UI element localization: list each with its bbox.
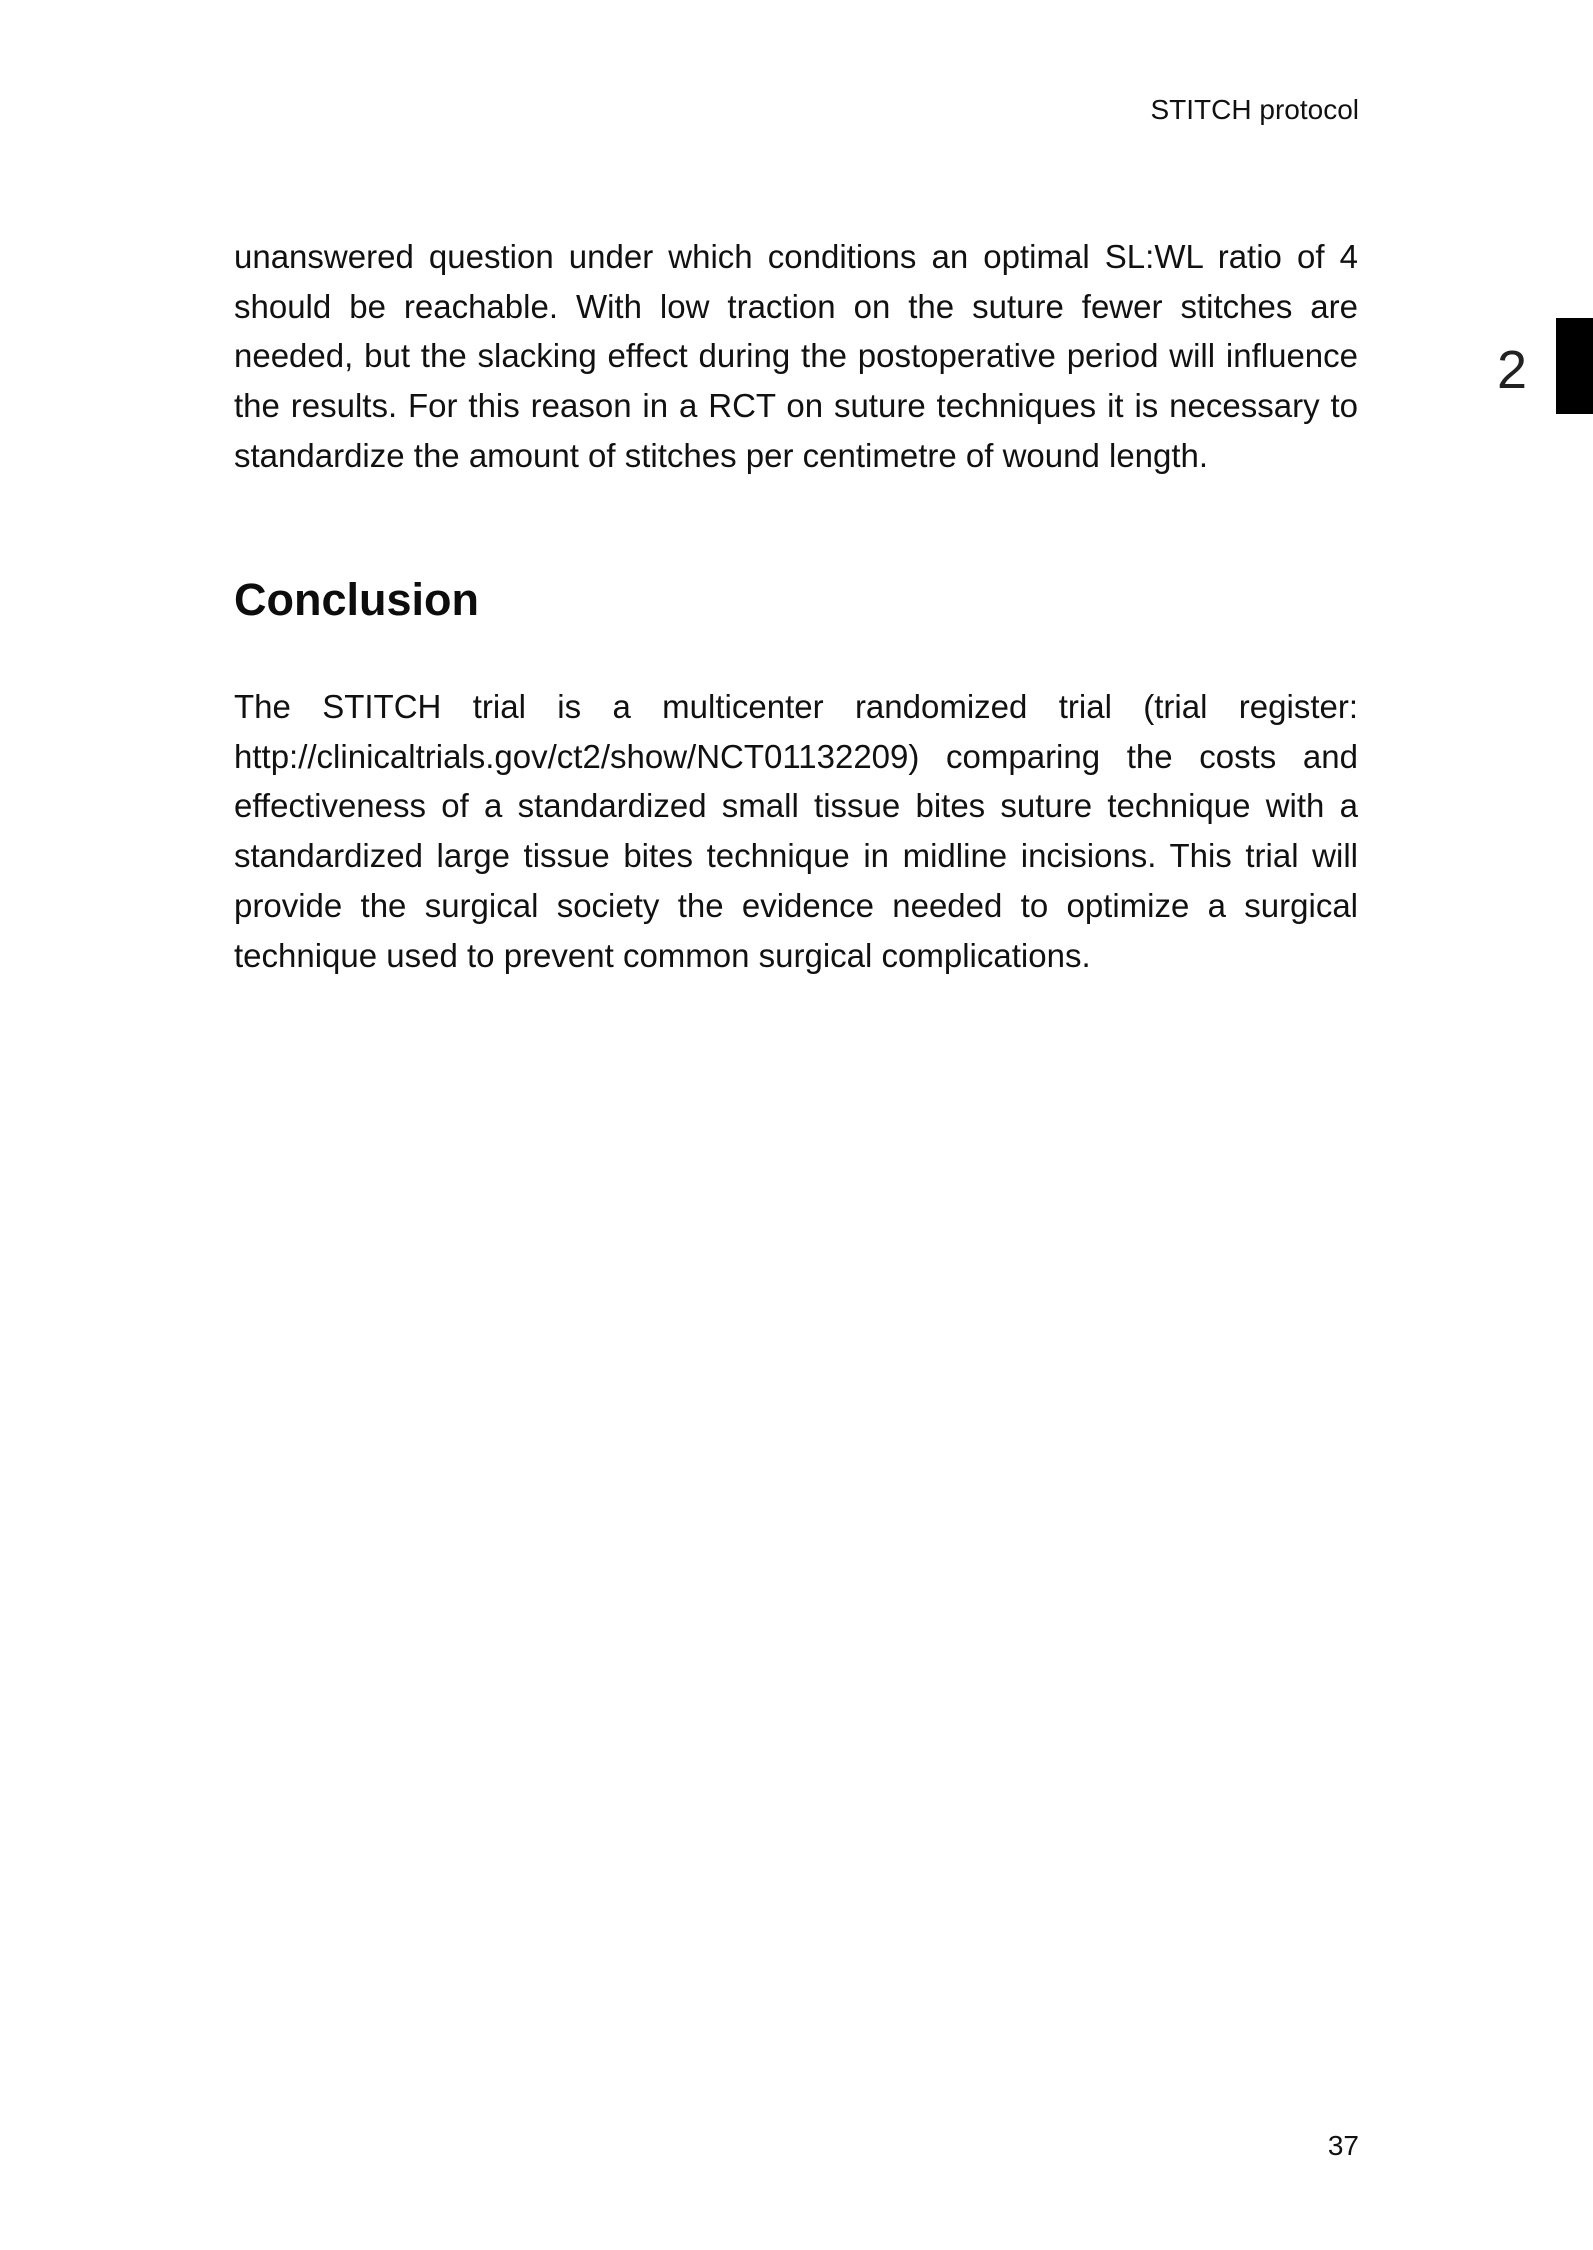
chapter-thumb-tab	[1556, 318, 1593, 414]
section-heading-conclusion: Conclusion	[234, 574, 479, 625]
chapter-number: 2	[1497, 340, 1528, 400]
page-number: 37	[1327, 2130, 1359, 2161]
body-paragraph-1: unanswered question under which conditions an optimal SL:WL ratio of 4 should be reachable. With low traction on the suture fewer stitches are needed, but the slacking effect during the postoperative period will influence the results. For this reason in a RCT on suture techniques it is necessary to standardize the amount of stitches per centimetre of wound length.	[234, 238, 1358, 474]
body-paragraph-conclusion: The STITCH trial is a multicenter randomized trial (trial register: http://clinicaltrials.gov/ct2/show/NCT01132209) comparing the costs and effectiveness of a standardized small tissue bites suture technique with a standardized large tissue bites technique in midline incisions. This trial will provide the surgical society the evidence needed to optimize a surgical technique used to prevent common surgical complications.	[234, 688, 1358, 974]
running-header: STITCH protocol	[1150, 94, 1359, 125]
